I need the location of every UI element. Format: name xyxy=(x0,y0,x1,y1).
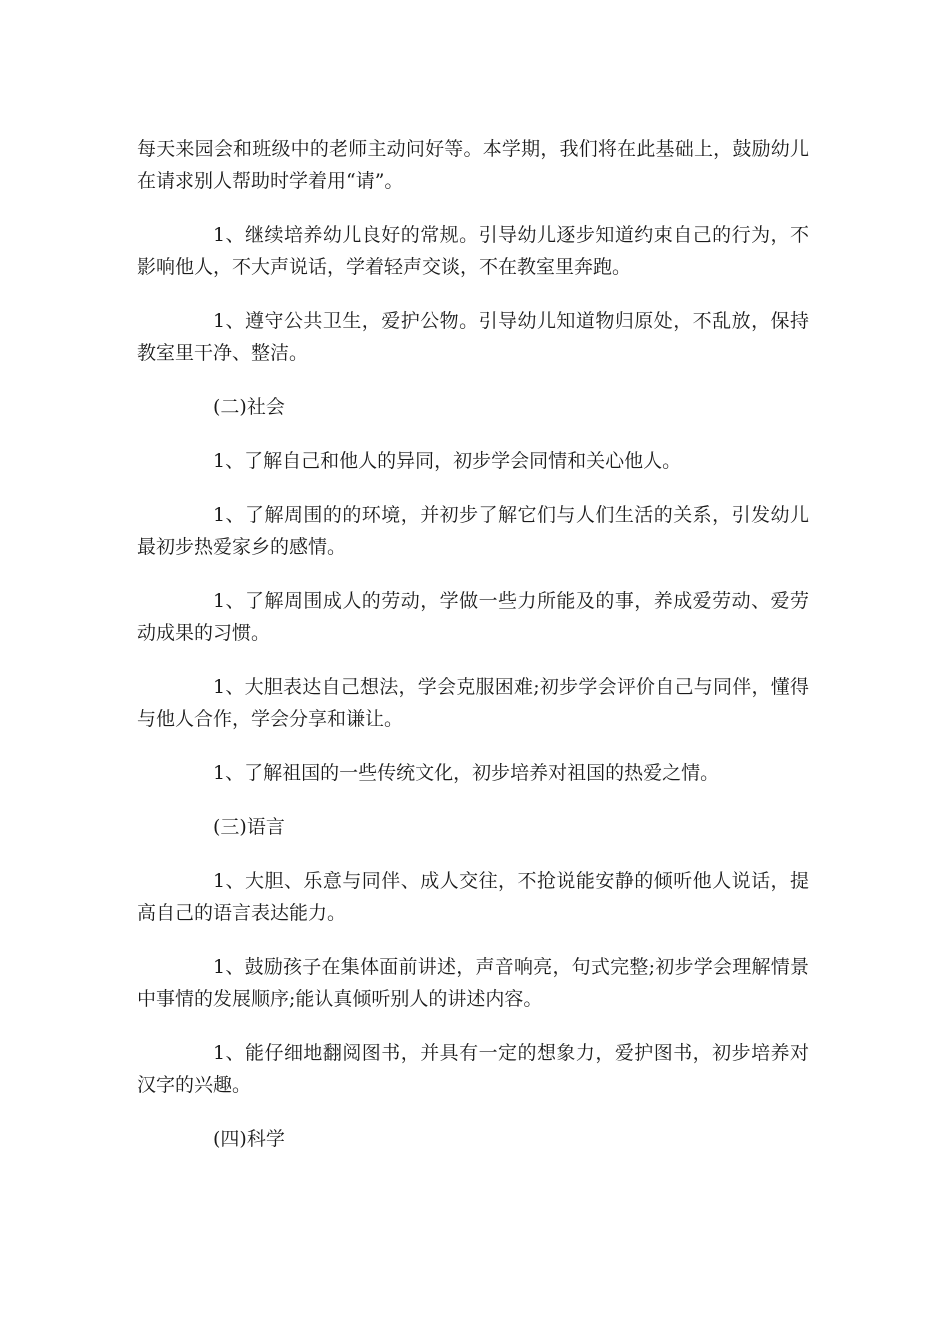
paragraph-language-3: 1、能仔细地翻阅图书，并具有一定的想象力，爱护图书，初步培养对汉字的兴趣。 xyxy=(137,1042,809,1096)
paragraph-social-2: 1、了解周围的的环境，并初步了解它们与人们生活的关系，引发幼儿最初步热爱家乡的感情。 xyxy=(137,504,809,558)
section-heading-language: (三)语言 xyxy=(213,816,285,838)
paragraph-social-5: 1、了解祖国的一些传统文化，初步培养对祖国的热爱之情。 xyxy=(213,762,720,784)
paragraph-continuation: 每天来园会和班级中的老师主动问好等。本学期，我们将在此基础上，鼓励幼儿在请求别人帮助时学着用“请”。 xyxy=(137,138,809,192)
section-heading-social: (二)社会 xyxy=(213,396,285,418)
section-heading-science: (四)科学 xyxy=(213,1128,285,1150)
paragraph-routine: 1、继续培养幼儿良好的常规。引导幼儿逐步知道约束自己的行为，不影响他人，不大声说话，学着轻声交谈，不在教室里奔跑。 xyxy=(137,224,809,278)
paragraph-social-1: 1、了解自己和他人的异同，初步学会同情和关心他人。 xyxy=(213,450,682,472)
paragraph-language-1: 1、大胆、乐意与同伴、成人交往，不抢说能安静的倾听他人说话，提高自己的语言表达能力。 xyxy=(137,870,809,924)
paragraph-social-4: 1、大胆表达自己想法，学会克服困难;初步学会评价自己与同伴，懂得与他人合作，学会分享和谦让。 xyxy=(137,676,809,730)
document-body xyxy=(137,133,809,1177)
paragraph-hygiene: 1、遵守公共卫生，爱护公物。引导幼儿知道物归原处，不乱放，保持教室里干净、整洁。 xyxy=(137,310,809,364)
paragraph-language-2: 1、鼓励孩子在集体面前讲述，声音响亮，句式完整;初步学会理解情景中事情的发展顺序;能认真倾听别人的讲述内容。 xyxy=(137,956,809,1010)
paragraph-social-3: 1、了解周围成人的劳动，学做一些力所能及的事，养成爱劳动、爱劳动成果的习惯。 xyxy=(137,590,809,644)
